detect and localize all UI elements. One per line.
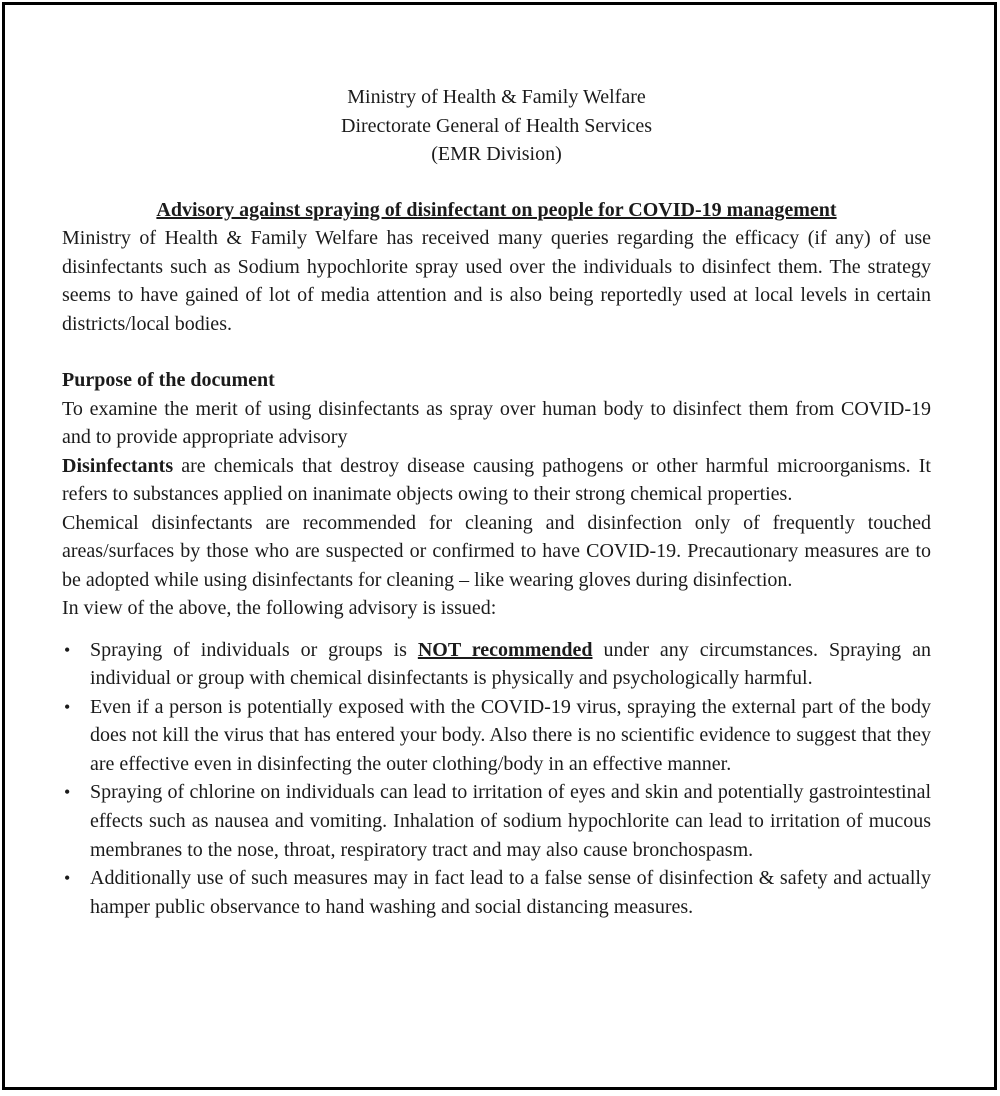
bullet-icon: • (64, 639, 71, 660)
disinfectants-rest: are chemicals that destroy disease causing pathogens or other harmful microorganisms. It refers to substances applied on inanimate objects owing to their strong chemical properties. (62, 454, 931, 505)
header-line-directorate: Directorate General of Health Services (341, 114, 652, 137)
disinfectants-lead: Disinfectants (62, 454, 174, 477)
document-header (62, 83, 931, 169)
document-title-text: Advisory against spraying of disinfectant on people for COVID-19 management (156, 198, 837, 221)
advisory-intro: In view of the above, the following advisory is issued: (62, 597, 497, 619)
bullet-text: Even if a person is potentially exposed with the COVID-19 virus, spraying the external part of the body does not kill the virus that has entered your body. Also there is no scientific evidence to suggest that they are effective even in disinfecting the outer clothing/body in an effective manner. (90, 695, 931, 775)
header-line-ministry: Ministry of Health & Family Welfare (347, 86, 646, 108)
purpose-heading: Purpose of the document (62, 369, 275, 391)
disinfectants-paragraph (62, 452, 931, 509)
bullet-text: under any circumstances. Spraying an individual or group with chemical disinfectants is physically and psychologically harmful. (90, 638, 931, 690)
bullet-icon: • (64, 696, 71, 717)
bullet-emphasis: NOT recommended (417, 638, 593, 661)
bullet-item-chlorine-effects (62, 778, 931, 864)
bullet-item-spraying-not-recommended (62, 636, 931, 693)
document-title (62, 196, 931, 225)
header-line-division: (EMR Division) (431, 143, 562, 165)
purpose-body: To examine the merit of using disinfectants as spray over human body to disinfect them from COVID-19 and to provide appropriate advisory (62, 397, 931, 448)
document-content (62, 5, 931, 921)
bullet-text: Additionally use of such measures may in fact lead to a false sense of disinfection & safety and actually hamper public observance to hand washing and social distancing measures. (90, 867, 931, 918)
purpose-section (62, 366, 931, 452)
intro-paragraph: Ministry of Health & Family Welfare has received many queries regarding the efficacy (if any) of use disinfectants such as Sodium hypochlorite spray used over the individuals to disinfect them. The strategy seems to have gained of lot of media attention and is also being reportedly used at local levels in certain districts/local bodies. (62, 227, 931, 335)
advisory-bullet-list (62, 636, 931, 922)
bullet-item-exposure (62, 693, 931, 779)
chemical-paragraph: Chemical disinfectants are recommended for cleaning and disinfection only of frequently touched areas/surfaces by those who are suspected or confirmed to have COVID-19. Precautionary measures are to be adopted while using disinfectants for cleaning – like wearing gloves during disinfection. (62, 511, 931, 591)
bullet-item-false-sense (62, 864, 931, 921)
bullet-text: Spraying of individuals or groups is (90, 638, 418, 661)
bullet-icon: • (64, 782, 71, 803)
bullet-text: Spraying of chlorine on individuals can lead to irritation of eyes and skin and potentially gastrointestinal effects such as nausea and vomiting. Inhalation of sodium hypochlorite can lead to irritation of mucous membranes to the nose, throat, respiratory tract and may also cause bronchospasm. (90, 781, 931, 861)
bullet-icon: • (64, 868, 71, 889)
